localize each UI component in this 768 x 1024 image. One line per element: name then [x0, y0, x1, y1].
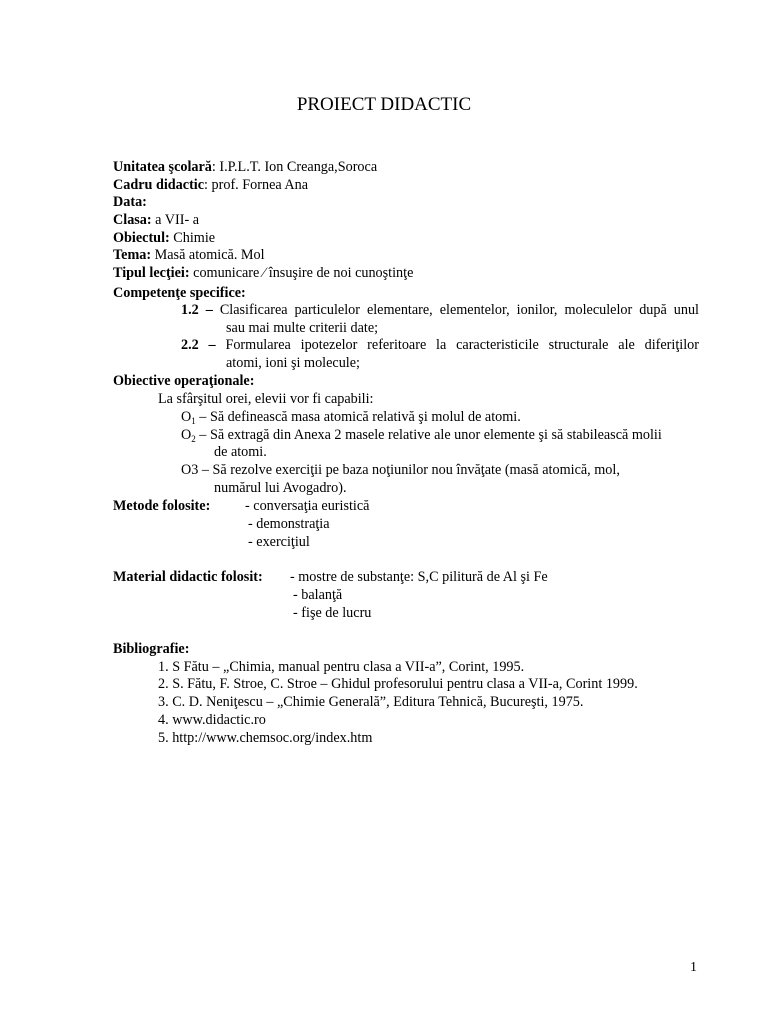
clasa-label: Clasa: — [113, 212, 152, 228]
obiectiv-2-line-b: de atomi. — [214, 444, 267, 460]
competenta-1-line-b: sau mai multe criterii date; — [226, 320, 379, 336]
clasa-value: a VII- a — [151, 212, 200, 228]
document-title: PROIECT DIDACTIC — [296, 94, 472, 115]
obiectiv-1-prefix: O — [181, 409, 192, 425]
metode-label: Metode folosite: — [113, 498, 211, 514]
bibliografie-item: 3. C. D. Neniţescu – „Chimie Generală”, Editura Tehnică, Bucureşti, 1975. — [158, 694, 584, 710]
tema-label: Tema: — [113, 247, 152, 263]
obiective-intro: La sfârşitul orei, elevii vor fi capabili: — [158, 391, 374, 407]
obiectiv-1 — [181, 409, 521, 426]
competenta-1-text: Clasificarea particulelor elementare, elementelor, ionilor, moleculelor după unul — [212, 302, 699, 318]
competenta-1-line-a — [181, 302, 699, 319]
competenta-2-line-b: atomi, ioni şi molecule; — [226, 355, 360, 371]
obiectiv-2-sub: 2 — [191, 434, 196, 444]
material-item: - fişe de lucru — [293, 605, 372, 621]
bibliografie-item: 5. http://www.chemsoc.org/index.htm — [158, 730, 373, 746]
obiectul-label: Obiectul: — [113, 230, 170, 246]
cadru-label: Cadru didactic — [113, 177, 205, 193]
clasa-row — [113, 212, 199, 229]
tipul-row — [113, 265, 413, 282]
page-number: 1 — [690, 960, 697, 975]
obiectiv-3-line-a: O3 – Să rezolve exerciţii pe baza noţiunilor nou învăţate (masă atomică, mol, — [181, 462, 620, 478]
unitatea-row — [113, 159, 377, 176]
tipul-label: Tipul lecţiei: — [113, 265, 190, 281]
tema-value: Masă atomică. Mol — [151, 247, 265, 263]
obiectiv-1-sub: 1 — [191, 416, 196, 426]
obiectul-row — [113, 230, 215, 247]
material-label: Material didactic folosit: — [113, 569, 263, 585]
unitatea-label: Unitatea şcolară — [113, 159, 212, 175]
tipul-value: comunicare ⁄ însuşire de noi cunoştinţe — [189, 265, 414, 281]
competenta-2-line-a — [181, 337, 699, 354]
competenta-1-number: 1.2 – — [181, 302, 213, 318]
obiectiv-1-text: – Să definească masa atomică relativă şi molul de atomi. — [195, 409, 521, 425]
bibliografie-item: 4. www.didactic.ro — [158, 712, 266, 728]
obiectul-value: Chimie — [169, 230, 216, 246]
obiective-label: Obiective operaţionale: — [113, 373, 255, 389]
material-item: - balanţă — [293, 587, 343, 603]
competenta-2-text: Formularea ipotezelor referitoare la caracteristicile structurale ale diferiţilor — [215, 337, 699, 353]
competente-label: Competenţe specifice: — [113, 285, 246, 301]
metoda-item: - demonstraţia — [248, 516, 330, 532]
bibliografie-item: 1. S Fătu – „Chimia, manual pentru clasa a VII-a”, Corint, 1995. — [158, 659, 525, 675]
metoda-item: - conversaţia euristică — [245, 498, 370, 514]
unitatea-value: : I.P.L.T. Ion Creanga,Soroca — [211, 159, 378, 175]
obiectiv-2-text: – Să extragă din Anexa 2 masele relative ale unor elemente şi să stabilească molii — [195, 427, 662, 443]
bibliografie-label: Bibliografie: — [113, 641, 190, 657]
obiectiv-3-line-b: numărul lui Avogadro). — [214, 480, 347, 496]
cadru-row — [113, 177, 308, 194]
tema-row — [113, 247, 265, 264]
obiectiv-2-line-a — [181, 427, 662, 444]
metoda-item: - exerciţiul — [248, 534, 310, 550]
data-label: Data: — [113, 194, 147, 210]
material-item: - mostre de substanţe: S,C pilitură de Al şi Fe — [290, 569, 548, 585]
obiectiv-2-prefix: O — [181, 427, 192, 443]
competenta-2-number: 2.2 – — [181, 337, 216, 353]
bibliografie-item: 2. S. Fătu, F. Stroe, C. Stroe – Ghidul profesorului pentru clasa a VII-a, Corint 1999. — [158, 676, 638, 692]
cadru-value: : prof. Fornea Ana — [204, 177, 309, 193]
